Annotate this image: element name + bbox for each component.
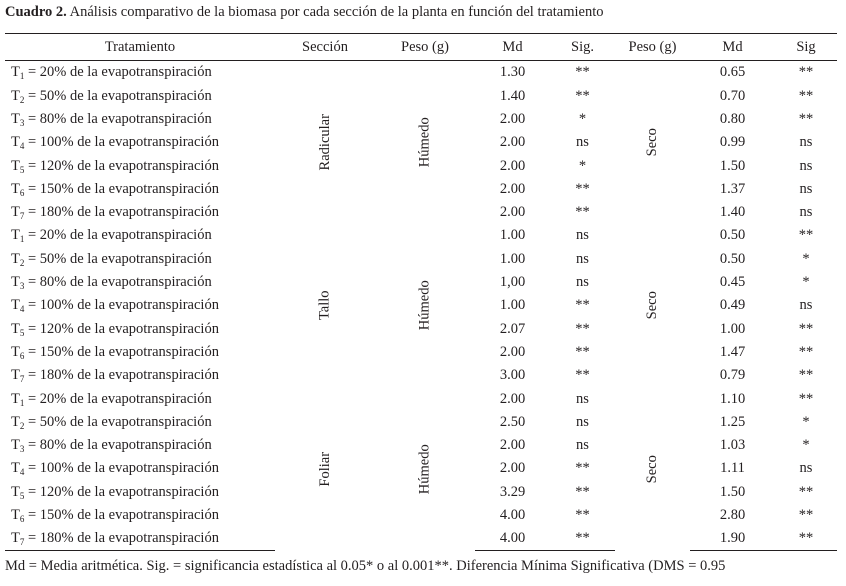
treatment-symbol: T [11, 343, 20, 360]
sig-seco-cell: ns [799, 134, 813, 151]
treatment-description: = 100% de la evapotranspiración [24, 134, 219, 151]
treatment-symbol: T [11, 157, 20, 174]
sig-seco-cell: ** [798, 367, 814, 384]
treatment-symbol: T [11, 227, 20, 244]
md-humedo-cell: 3.00 [499, 367, 526, 384]
treatment-number: 1 [19, 71, 25, 82]
md-humedo-cell: 1.00 [499, 250, 526, 267]
tratamiento-cell [5, 364, 275, 387]
treatment-description: = 100% de la evapotranspiración [24, 297, 219, 314]
sig-humedo-cell: ** [575, 343, 590, 360]
header-md-seco: Md [690, 34, 775, 61]
md-humedo-cell: 2.00 [499, 134, 526, 151]
peso-seco-cell-label: Seco [644, 454, 661, 484]
sig-humedo-cell: ** [575, 507, 590, 524]
sig-seco-cell: ns [799, 157, 813, 174]
treatment-description: = 80% de la evapotranspiración [24, 437, 212, 454]
md-seco-cell: 0.45 [719, 274, 746, 291]
treatment-number: 6 [19, 350, 25, 361]
peso-seco-cell-label: Seco [644, 291, 661, 320]
md-humedo-cell: 4.00 [499, 507, 526, 524]
sig-humedo-cell: ** [575, 460, 590, 477]
caption-text: Análisis comparativo de la biomasa por cada sección de la planta en función del tratamiento [66, 4, 604, 20]
treatment-symbol: T [11, 390, 20, 407]
treatment-symbol: T [11, 460, 20, 477]
treatment-number: 2 [19, 94, 25, 105]
treatment-description: = 80% de la evapotranspiración [24, 274, 212, 291]
md-seco-cell: 0.50 [719, 227, 746, 244]
sig-humedo-cell: ** [575, 180, 590, 197]
md-seco-cell: 2.80 [719, 507, 746, 524]
sig-humedo-cell: ns [576, 227, 589, 244]
md-seco-cell: 1.37 [719, 180, 746, 197]
sig-humedo-cell: ns [576, 250, 589, 267]
treatment-symbol: T [11, 530, 20, 547]
md-seco-cell: 1.47 [719, 343, 746, 360]
md-seco-cell: 0.99 [719, 134, 746, 151]
md-humedo-cell: 2.00 [499, 343, 526, 360]
tratamiento-cell [5, 201, 275, 224]
treatment-symbol: T [11, 483, 20, 500]
treatment-number: 4 [19, 467, 25, 478]
peso-humedo-cell-label: Húmedo [416, 443, 433, 494]
sig-seco-cell: ** [798, 64, 814, 81]
header-sig-humedo: Sig. [550, 34, 615, 61]
md-seco-cell: 1.10 [719, 390, 746, 407]
sig-seco-cell: ns [799, 460, 813, 477]
treatment-symbol: T [11, 134, 20, 151]
treatment-number: 4 [19, 304, 25, 315]
treatment-symbol: T [11, 204, 20, 221]
sig-humedo-cell: ns [576, 134, 589, 151]
treatment-number: 1 [19, 397, 25, 408]
md-humedo-cell: 2.07 [499, 320, 526, 337]
treatment-symbol: T [11, 297, 20, 314]
treatment-symbol: T [11, 64, 20, 81]
peso-humedo-cell [375, 224, 475, 387]
sig-humedo-cell: ** [575, 64, 590, 81]
treatment-description: = 100% de la evapotranspiración [24, 460, 219, 477]
treatment-number: 5 [19, 327, 25, 338]
header-sig-seco: Sig [775, 34, 837, 61]
treatment-number: 2 [19, 257, 25, 268]
treatment-description: = 80% de la evapotranspiración [24, 110, 212, 127]
treatment-description: = 150% de la evapotranspiración [24, 507, 219, 524]
sig-seco-cell: ** [798, 320, 814, 337]
md-humedo-cell: 2.00 [499, 157, 526, 174]
seccion-cell [275, 387, 375, 551]
treatment-number: 5 [19, 490, 25, 501]
peso-seco-cell [615, 387, 690, 551]
tratamiento-cell [5, 317, 275, 340]
sig-seco-cell: ns [799, 180, 813, 197]
md-seco-cell: 0.80 [719, 110, 746, 127]
treatment-symbol: T [11, 274, 20, 291]
tratamiento-cell [5, 434, 275, 457]
md-humedo-cell: 2.00 [499, 110, 526, 127]
peso-humedo-cell [375, 61, 475, 225]
md-humedo-cell: 1,00 [499, 274, 526, 291]
md-humedo-cell: 2.00 [499, 390, 526, 407]
treatment-symbol: T [11, 250, 20, 267]
table-footnote: Md = Media aritmética. Sig. = significancia estadística al 0.05* o al 0.001**. Diferencia Mínima Significativa (DMS = 0.95 [5, 558, 726, 574]
sig-seco-cell: ** [775, 527, 837, 551]
md-humedo-cell: 2.00 [499, 204, 526, 221]
sig-seco-cell: ** [798, 390, 814, 407]
sig-humedo-cell: * [578, 110, 587, 127]
sig-seco-cell: * [802, 274, 810, 291]
sig-seco-cell: ** [798, 507, 814, 524]
header-md-humedo: Md [475, 34, 550, 61]
md-seco-cell: 1.25 [719, 413, 746, 430]
md-humedo-cell: 1.00 [499, 227, 526, 244]
treatment-number: 2 [19, 420, 25, 431]
tratamiento-cell [5, 131, 275, 154]
table-row [5, 224, 837, 247]
sig-humedo-cell: ** [575, 367, 590, 384]
header-peso-seco: Peso (g) [615, 34, 690, 61]
treatment-description: = 180% de la evapotranspiración [24, 367, 219, 384]
tratamiento-cell [5, 504, 275, 527]
sig-humedo-cell: ** [575, 204, 590, 221]
sig-seco-cell: ns [799, 204, 813, 221]
treatment-symbol: T [11, 437, 20, 454]
sig-humedo-cell: ** [575, 87, 590, 104]
header-row [5, 34, 837, 61]
md-seco-cell: 0.50 [719, 250, 746, 267]
sig-seco-cell: * [802, 437, 810, 454]
treatment-description: = 180% de la evapotranspiración [24, 530, 219, 547]
treatment-number: 3 [19, 444, 25, 455]
md-humedo-cell: 3.29 [499, 483, 526, 500]
treatment-number: 4 [19, 141, 25, 152]
treatment-description: = 150% de la evapotranspiración [24, 180, 219, 197]
md-seco-cell: 1.50 [719, 483, 746, 500]
treatment-description: = 20% de la evapotranspiración [24, 390, 212, 407]
treatment-symbol: T [11, 180, 20, 197]
md-humedo-cell: 2.00 [499, 180, 526, 197]
peso-seco-cell [615, 224, 690, 387]
treatment-description: = 50% de la evapotranspiración [24, 250, 212, 267]
tratamiento-cell [5, 247, 275, 270]
md-seco-cell: 1.50 [719, 157, 746, 174]
table-row [5, 61, 837, 85]
treatment-number: 6 [19, 187, 25, 198]
sig-humedo-cell: ns [576, 437, 589, 454]
seccion-cell-label: Tallo [316, 290, 333, 321]
md-seco-cell: 0.70 [719, 87, 746, 104]
peso-humedo-cell [375, 387, 475, 551]
seccion-cell-label: Foliar [316, 451, 333, 487]
sig-seco-cell: ** [798, 87, 814, 104]
treatment-symbol: T [11, 320, 20, 337]
md-seco-cell: 0.49 [719, 297, 746, 314]
treatment-symbol: T [11, 367, 20, 384]
peso-seco-cell [615, 61, 690, 225]
table-body [5, 61, 837, 551]
treatment-description: = 120% de la evapotranspiración [24, 320, 219, 337]
sig-humedo-cell: ** [575, 483, 590, 500]
md-humedo-cell: 4.00 [475, 527, 550, 551]
md-humedo-cell: 2.00 [499, 460, 526, 477]
treatment-number: 1 [19, 234, 25, 245]
md-humedo-cell: 1.40 [499, 87, 526, 104]
md-humedo-cell: 2.00 [499, 437, 526, 454]
sig-seco-cell: ns [799, 297, 813, 314]
treatment-number: 7 [19, 537, 25, 548]
caption-label: Cuadro 2. [5, 4, 67, 20]
sig-seco-cell: ** [798, 110, 814, 127]
sig-seco-cell: ** [798, 483, 814, 500]
sig-humedo-cell: ns [576, 274, 589, 291]
treatment-description: = 20% de la evapotranspiración [24, 64, 212, 81]
treatment-symbol: T [11, 413, 20, 430]
seccion-cell [275, 224, 375, 387]
peso-humedo-cell-label: Húmedo [416, 280, 433, 331]
seccion-cell [275, 61, 375, 225]
tratamiento-cell [5, 341, 275, 364]
tratamiento-cell [5, 387, 275, 410]
table-row [5, 387, 837, 410]
sig-humedo-cell: ns [576, 413, 589, 430]
tratamiento-cell [5, 84, 275, 107]
md-humedo-cell: 1.30 [499, 64, 526, 81]
treatment-description: = 120% de la evapotranspiración [24, 157, 219, 174]
biomass-table [5, 33, 837, 551]
tratamiento-cell [5, 154, 275, 177]
tratamiento-cell [5, 177, 275, 200]
treatment-symbol: T [11, 507, 20, 524]
sig-seco-cell: ** [798, 343, 814, 360]
seccion-cell-label: Radicular [316, 114, 333, 171]
treatment-description: = 50% de la evapotranspiración [24, 87, 212, 104]
md-seco-cell: 0.65 [719, 64, 746, 81]
sig-seco-cell: * [802, 413, 810, 430]
md-humedo-cell: 2.50 [499, 413, 526, 430]
tratamiento-cell [5, 271, 275, 294]
tratamiento-cell [5, 224, 275, 247]
sig-humedo-cell: * [578, 157, 587, 174]
tratamiento-cell [5, 457, 275, 480]
treatment-symbol: T [11, 87, 20, 104]
tratamiento-cell [5, 410, 275, 433]
tratamiento-cell [5, 61, 275, 85]
header-tratamiento: Tratamiento [5, 34, 275, 61]
treatment-description: = 180% de la evapotranspiración [24, 204, 219, 221]
header-peso-humedo: Peso (g) [375, 34, 475, 61]
peso-seco-cell-label: Seco [644, 128, 661, 157]
treatment-number: 6 [19, 514, 25, 525]
treatment-number: 5 [19, 164, 25, 175]
sig-humedo-cell: ns [576, 390, 589, 407]
table-caption [5, 4, 604, 21]
md-humedo-cell: 1.00 [499, 297, 526, 314]
treatment-number: 3 [19, 281, 25, 292]
sig-humedo-cell: ** [575, 297, 590, 314]
treatment-description: = 150% de la evapotranspiración [24, 343, 219, 360]
sig-humedo-cell: ** [550, 527, 615, 551]
treatment-description: = 120% de la evapotranspiración [24, 483, 219, 500]
md-seco-cell: 1.40 [719, 204, 746, 221]
md-seco-cell: 1.03 [719, 437, 746, 454]
treatment-description: = 50% de la evapotranspiración [24, 413, 212, 430]
md-seco-cell: 1.11 [720, 460, 745, 477]
treatment-number: 7 [19, 211, 25, 222]
treatment-symbol: T [11, 110, 20, 127]
tratamiento-cell [5, 480, 275, 503]
tratamiento-cell [5, 108, 275, 131]
md-seco-cell: 1.90 [690, 527, 775, 551]
treatment-number: 7 [19, 374, 25, 385]
header-seccion: Sección [275, 34, 375, 61]
tratamiento-cell [5, 527, 275, 551]
sig-seco-cell: * [802, 250, 810, 267]
md-seco-cell: 0.79 [719, 367, 746, 384]
tratamiento-cell [5, 294, 275, 317]
peso-humedo-cell-label: Húmedo [416, 117, 433, 168]
treatment-description: = 20% de la evapotranspiración [24, 227, 212, 244]
md-seco-cell: 1.00 [719, 320, 746, 337]
sig-seco-cell: ** [798, 227, 814, 244]
sig-humedo-cell: ** [575, 320, 590, 337]
treatment-number: 3 [19, 117, 25, 128]
